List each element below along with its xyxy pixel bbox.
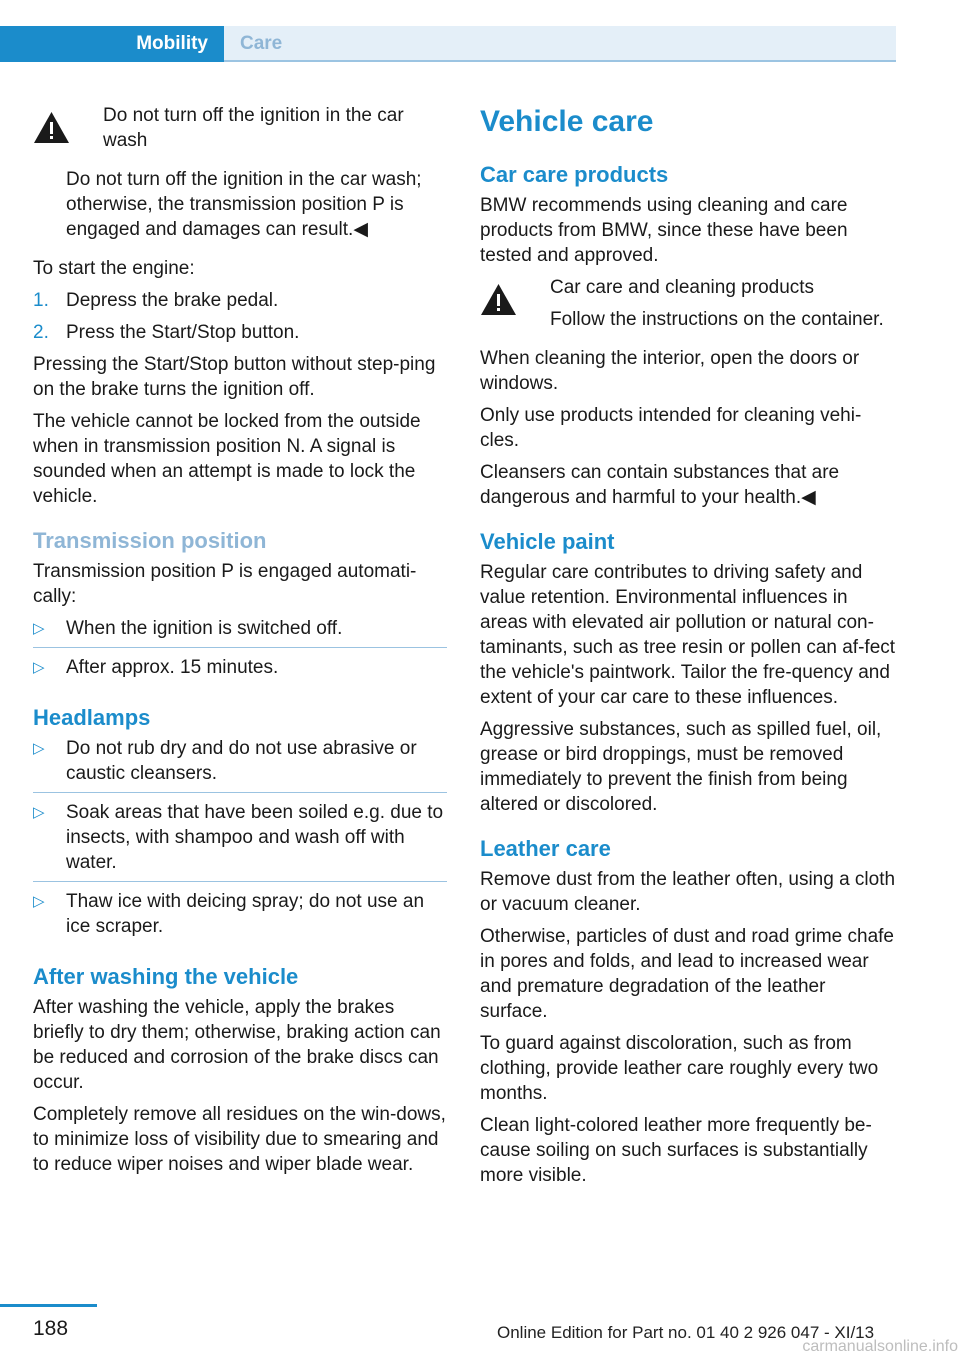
triangle-bullet-icon: ▷	[33, 740, 45, 757]
triangle-bullet-icon: ▷	[33, 659, 45, 676]
warning-triangle-icon	[480, 275, 550, 339]
footer-rule	[0, 1304, 97, 1307]
warning-title: Do not turn off the ignition in the car wash	[103, 105, 404, 151]
paragraph: Cleansers can contain substances that are dangerous and harmful to your health.◀	[480, 462, 840, 508]
tab-mobility: Mobility	[0, 26, 224, 62]
list-item-text: Soak areas that have been soiled e.g. due to insects, with shampoo and wash off with water.	[66, 802, 444, 873]
paragraph: Only use products intended for cleaning vehi‐cles.	[480, 405, 862, 451]
list-item-text: When the ignition is switched off.	[66, 618, 343, 639]
headlamps-heading: Headlamps	[33, 705, 151, 730]
watermark: carmanualsonline.info	[802, 1338, 958, 1355]
header-rule	[224, 60, 896, 62]
paragraph: The vehicle cannot be locked from the outside when in transmission position N. A signal is sounded when an attempt is made to lock the vehicle.	[33, 411, 421, 507]
list-item-text: After approx. 15 minutes.	[66, 657, 279, 678]
step-number: 2.	[33, 322, 49, 343]
paragraph: BMW recommends using cleaning and care products from BMW, since these have been tested and approved.	[480, 195, 848, 266]
tab-care: Care	[224, 26, 896, 62]
warning-car-wash	[0, 103, 447, 160]
paragraph: To guard against discoloration, such as from clothing, provide leather care roughly every two months.	[480, 1033, 879, 1104]
paragraph: Completely remove all residues on the win‐dows, to minimize loss of visibility due to smearing and to reduce wiper noises and wiper blade wear.	[33, 1104, 446, 1175]
warning-body	[550, 275, 896, 339]
step-text: Press the Start/Stop button.	[66, 322, 300, 343]
warning-body	[103, 103, 447, 160]
right-column	[480, 103, 896, 1195]
page-title: Vehicle care	[480, 105, 654, 138]
car-care-products-heading: Car care products	[480, 162, 669, 187]
page-number: 188	[33, 1317, 69, 1340]
paragraph: Otherwise, particles of dust and road grime chafe in pores and folds, and lead to increased wear and premature degradation of the leather surface.	[480, 926, 894, 1022]
warning-text: Do not turn off the ignition in the car wash; otherwise, the transmission position P is engaged and damages can result.◀	[66, 169, 422, 240]
triangle-bullet-icon: ▷	[33, 804, 45, 821]
warning-title: Car care and cleaning products	[550, 277, 815, 298]
headlamps-list	[33, 736, 447, 945]
paragraph: When cleaning the interior, open the doors or windows.	[480, 348, 860, 394]
list-item	[33, 655, 447, 686]
leather-care-heading: Leather care	[480, 836, 611, 861]
triangle-bullet-icon: ▷	[33, 893, 45, 910]
paragraph: Pressing the Start/Stop button without step‐ping on the brake turns the ignition off.	[33, 354, 436, 400]
step-number: 1.	[33, 290, 49, 311]
list-item	[33, 320, 447, 345]
vehicle-paint-heading: Vehicle paint	[480, 529, 615, 554]
list-item	[33, 736, 447, 793]
paragraph: After washing the vehicle, apply the brakes briefly to dry them; otherwise, braking action can be reduced and corrosion of the brake discs can occur.	[33, 997, 441, 1093]
edition-text: Online Edition for Part no. 01 40 2 926 047 - XI/13	[497, 1323, 875, 1342]
warning-care-products	[480, 275, 896, 339]
left-column	[33, 103, 447, 1184]
paragraph: Aggressive substances, such as spilled fuel, oil, grease or bird droppings, must be removed immediately to prevent the finish from being altered or discolored.	[480, 719, 882, 815]
transmission-list	[33, 616, 447, 686]
warning-triangle-icon	[33, 103, 103, 160]
start-intro: To start the engine:	[33, 258, 195, 279]
triangle-bullet-icon: ▷	[33, 620, 45, 637]
start-steps	[33, 288, 447, 345]
warning-text: Follow the instructions on the container.	[550, 309, 884, 330]
list-item-text: Thaw ice with deicing spray; do not use an ice scraper.	[66, 891, 425, 937]
list-item	[33, 800, 447, 882]
header-tabs	[0, 26, 896, 62]
paragraph: Regular care contributes to driving safety and value retention. Environmental influences in areas with elevated air pollution or natural con‐taminants, such as tree resin or pollen can af‐fect the vehicle's paintwork. Tailor the fre‐quency and extent of your car care to these influences.	[480, 562, 896, 708]
list-item	[33, 889, 447, 945]
after-washing-heading: After washing the vehicle	[33, 964, 299, 989]
paragraph: Remove dust from the leather often, using a cloth or vacuum cleaner.	[480, 869, 896, 915]
list-item-text: Do not rub dry and do not use abrasive or caustic cleansers.	[66, 738, 417, 784]
paragraph: Transmission position P is engaged automati‐cally:	[33, 561, 417, 607]
paragraph: Clean light-colored leather more frequently be‐cause soiling on such surfaces is substantially more visible.	[480, 1115, 872, 1186]
list-item	[33, 616, 447, 648]
list-item	[33, 288, 447, 313]
transmission-heading: Transmission position	[33, 528, 267, 553]
step-text: Depress the brake pedal.	[66, 290, 279, 311]
